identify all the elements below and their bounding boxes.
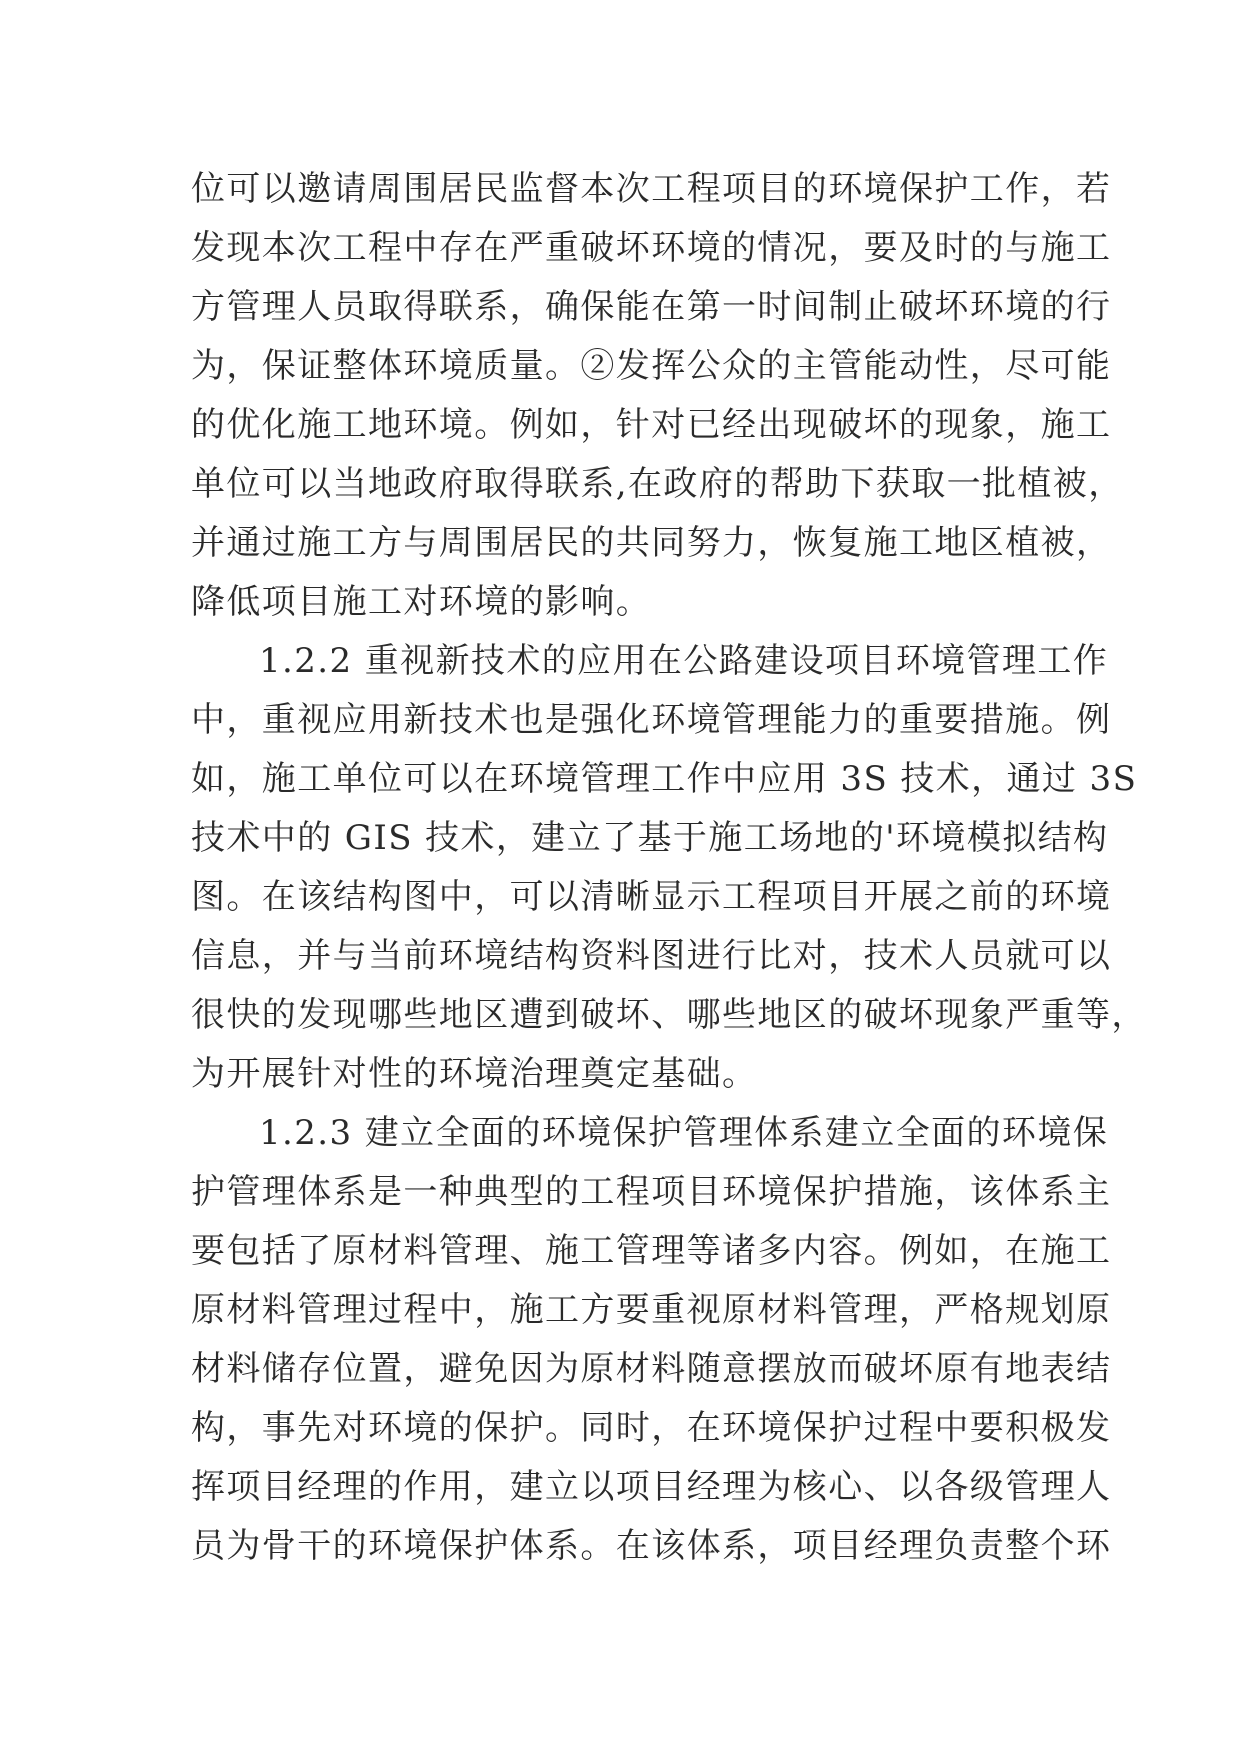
text-line: 原材料管理过程中，施工方要重视原材料管理，严格规划原: [191, 1290, 1112, 1330]
text-line: 构，事先对环境的保护。同时，在环境保护过程中要积极发: [191, 1408, 1112, 1448]
text-line: 为开展针对性的环境治理奠定基础。: [191, 1054, 758, 1094]
text-line: 材料储存位置，避免因为原材料随意摆放而破坏原有地表结: [191, 1349, 1112, 1389]
section-heading-1-2-3: 1.2.3 建立全面的环境保护管理体系建立全面的环境保: [259, 1113, 1109, 1153]
text-line: 如，施工单位可以在环境管理工作中应用 3S 技术，通过 3S: [191, 759, 1138, 799]
text-line: 很快的发现哪些地区遭到破坏、哪些地区的破坏现象严重等，: [191, 995, 1147, 1035]
text-line: 员为骨干的环境保护体系。在该体系，项目经理负责整个环: [191, 1526, 1112, 1566]
section-heading-1-2-2: 1.2.2 重视新技术的应用在公路建设项目环境管理工作: [259, 641, 1109, 681]
text-line: 护管理体系是一种典型的工程项目环境保护措施，该体系主: [191, 1172, 1112, 1212]
text-line: 图。在该结构图中，可以清晰显示工程项目开展之前的环境: [191, 877, 1112, 917]
text-line: 降低项目施工对环境的影响。: [191, 582, 652, 622]
body-text: [191, 160, 1147, 1576]
text-line: 为，保证整体环境质量。②发挥公众的主管能动性，尽可能: [191, 346, 1112, 386]
text-line: 的优化施工地环境。例如，针对已经出现破坏的现象，施工: [191, 405, 1112, 445]
text-line: 挥项目经理的作用，建立以项目经理为核心、以各级管理人: [191, 1467, 1112, 1507]
text-line: 发现本次工程中存在严重破坏环境的情况，要及时的与施工: [191, 228, 1112, 268]
text-line: 要包括了原材料管理、施工管理等诸多内容。例如，在施工: [191, 1231, 1112, 1271]
text-line: 技术中的 GIS 技术，建立了基于施工场地的'环境模拟结构: [191, 818, 1109, 858]
text-line: 并通过施工方与周围居民的共同努力，恢复施工地区植被，: [191, 523, 1112, 563]
text-line: 方管理人员取得联系，确保能在第一时间制止破坏环境的行: [191, 287, 1112, 327]
text-line: 中，重视应用新技术也是强化环境管理能力的重要措施。例: [191, 700, 1112, 740]
text-line: 位可以邀请周围居民监督本次工程项目的环境保护工作，若: [191, 169, 1112, 209]
text-line: 单位可以当地政府取得联系,在政府的帮助下获取一批植被，: [191, 464, 1124, 504]
text-line: 信息，并与当前环境结构资料图进行比对，技术人员就可以: [191, 936, 1112, 976]
